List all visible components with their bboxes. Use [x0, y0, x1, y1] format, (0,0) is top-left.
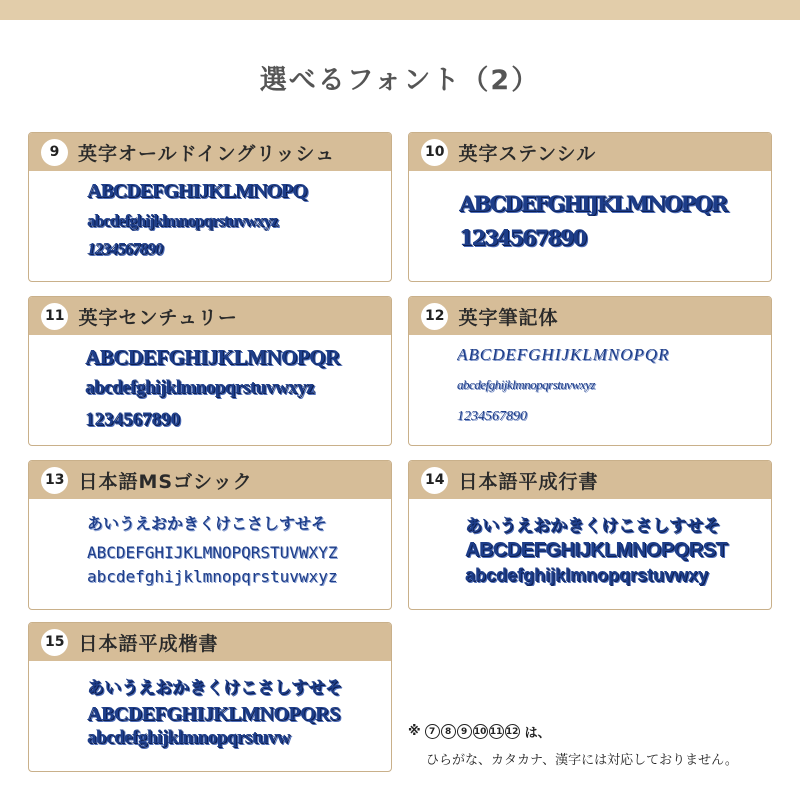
sample-lowercase: abcdefghijklmnopqrstuvwxy — [465, 565, 709, 585]
card-header — [29, 623, 391, 661]
sample-hiragana: あいうえおかきくけこさしすせそ — [87, 514, 328, 533]
page-title: 選べるフォント（2） — [259, 65, 541, 96]
circled-number: 11 — [489, 724, 504, 739]
font-name: 英字センチュリー — [78, 306, 238, 329]
font-number-badge: 10 — [421, 139, 448, 166]
sample-lowercase: abcdefghijklmnopqrstuvwxyz — [85, 377, 314, 398]
font-number-badge: 14 — [421, 467, 448, 494]
sample-uppercase: ABCDEFGHIJKLMNOPQRSTUVWXYZ — [87, 543, 338, 562]
card-header — [409, 133, 771, 171]
card-header — [29, 461, 391, 499]
sample-lowercase: abcdefghijklmnopqrstuvwxyz — [87, 211, 278, 230]
sample-lowercase: abcdefghijklmnopqrstuvwxyz — [87, 567, 338, 586]
card-header — [29, 297, 391, 335]
sample-digits: 1234567890 — [85, 409, 180, 430]
font-card-stencil[interactable] — [408, 132, 772, 282]
font-name: 英字オールドイングリッシュ — [78, 142, 336, 165]
font-card-heisei-gyosho[interactable] — [408, 460, 772, 610]
sample-hiragana: あいうえおかきくけこさしすせそ — [465, 516, 720, 536]
note-line-2: ひらがな、カタカナ、漢字には対応しておりません。 — [426, 753, 738, 768]
card-header — [29, 133, 391, 171]
font-card-heisei-kaisho[interactable] — [28, 622, 392, 772]
sample-digits: 1234567890 — [87, 239, 162, 258]
note-mark: ※ — [408, 724, 421, 739]
font-card-script[interactable] — [408, 296, 772, 446]
top-decorative-band — [0, 0, 800, 20]
sample-uppercase: ABCDEFGHIJKLMNOPQR — [459, 191, 727, 216]
font-name: 英字筆記体 — [458, 306, 559, 329]
font-number-badge: 11 — [41, 303, 68, 330]
font-card-century[interactable] — [28, 296, 392, 446]
sample-lowercase: abcdefghijklmnopqrstuvw — [87, 727, 290, 748]
font-name: 英字ステンシル — [458, 142, 597, 165]
note-suffix: は、 — [524, 726, 551, 741]
sample-uppercase: ABCDEFGHIJKLMNOPQRS — [87, 703, 340, 725]
font-card-ms-gothic[interactable] — [28, 460, 392, 610]
font-card-old-english[interactable] — [28, 132, 392, 282]
circled-number: 9 — [457, 724, 472, 739]
font-support-note — [408, 722, 788, 768]
sample-lowercase: abcdefghijklmnopqrstuvwxyz — [457, 377, 595, 392]
card-header — [409, 461, 771, 499]
circled-number: 12 — [505, 724, 520, 739]
circled-number: 10 — [473, 724, 488, 739]
sample-uppercase: ABCDEFGHIJKLMNOPQR — [85, 345, 340, 369]
note-line-1 — [408, 722, 788, 741]
font-name: 日本語MSゴシック — [78, 470, 253, 493]
font-number-badge: 13 — [41, 467, 68, 494]
sample-uppercase: ABCDEFGHIJKLMNOPQR — [457, 345, 670, 364]
sample-digits: 1234567890 — [459, 225, 586, 250]
sample-uppercase: ABCDEFGHIJKLMNOPQRST — [465, 539, 728, 561]
circled-number: 7 — [425, 724, 440, 739]
font-number-badge: 9 — [41, 139, 68, 166]
font-number-badge: 15 — [41, 629, 68, 656]
font-name: 日本語平成楷書 — [78, 632, 219, 655]
font-name: 日本語平成行書 — [458, 470, 599, 493]
sample-digits: 1234567890 — [457, 409, 527, 424]
sample-uppercase: ABCDEFGHIJKLMNOPQ — [87, 180, 307, 202]
sample-hiragana: あいうえおかきくけこさしすせそ — [87, 678, 342, 698]
font-number-badge: 12 — [421, 303, 448, 330]
circled-number: 8 — [441, 724, 456, 739]
card-header — [409, 297, 771, 335]
